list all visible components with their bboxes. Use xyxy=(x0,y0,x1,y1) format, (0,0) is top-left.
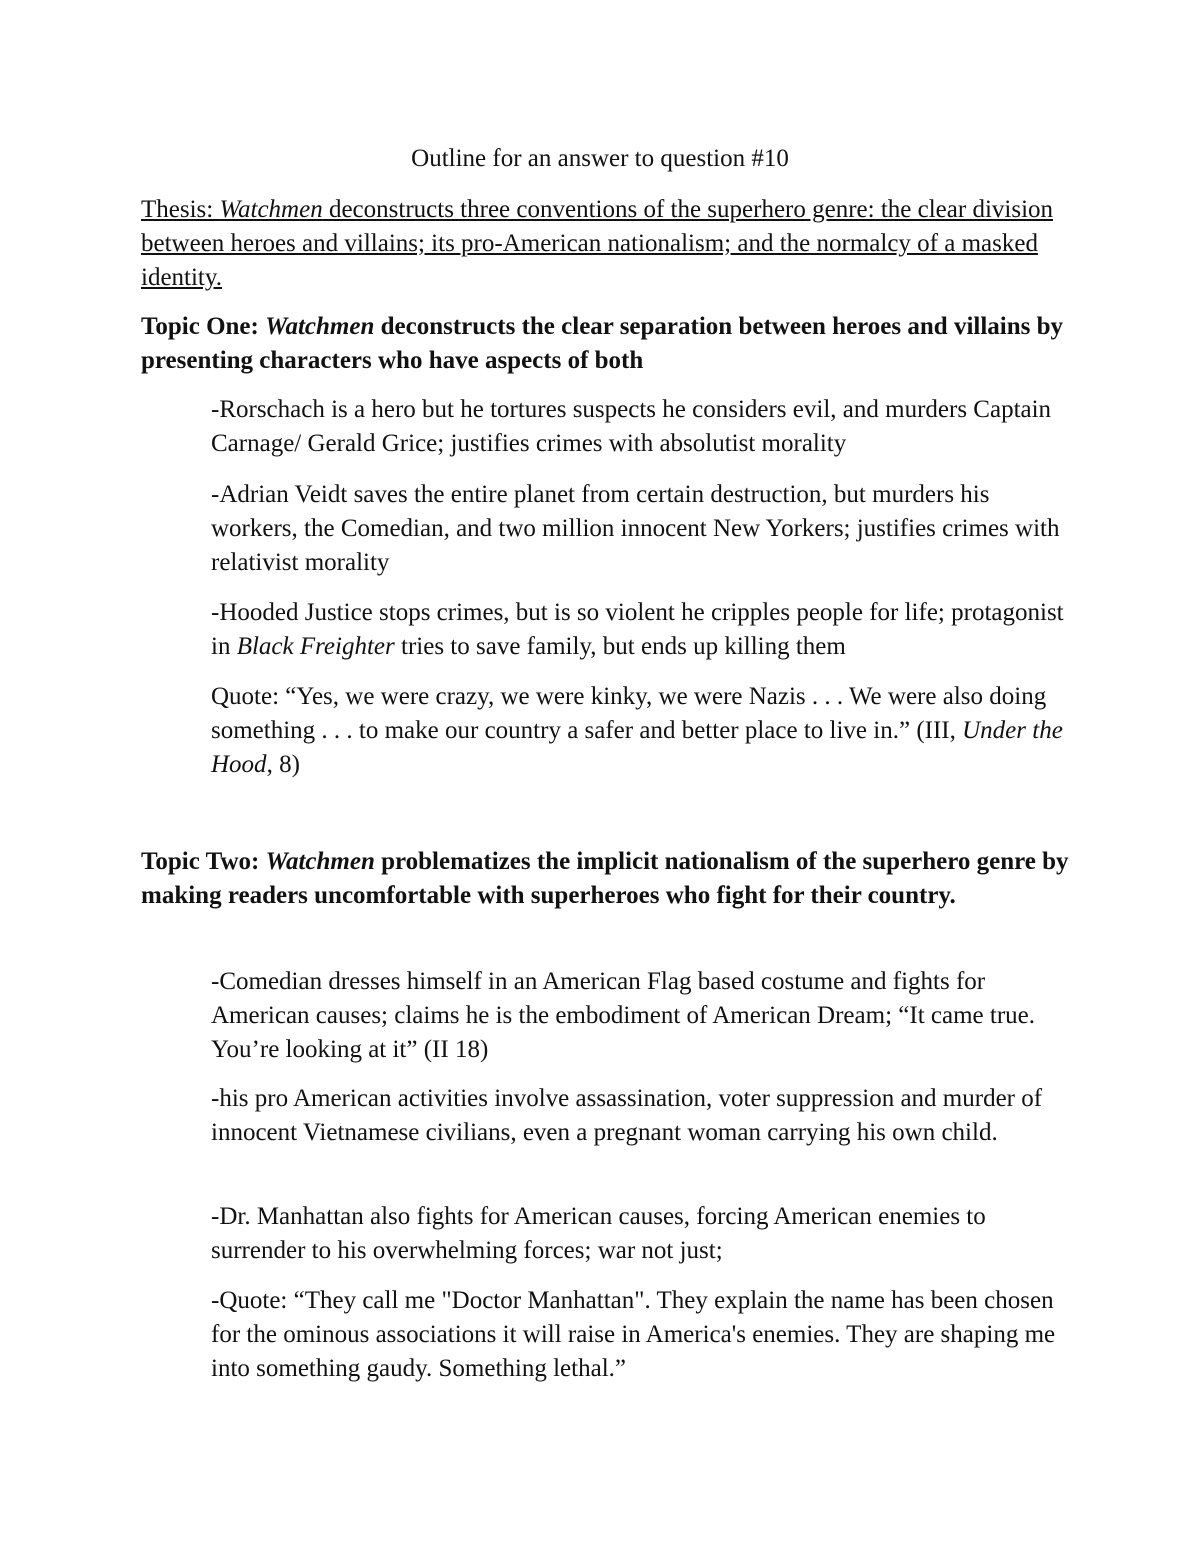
point-text: -Hooded Justice stops crimes, but is so violent he cripples people for life; protagonist in xyxy=(211,599,1064,660)
topic-two-label: Topic Two: xyxy=(141,848,266,875)
topic-one-point-3 xyxy=(211,596,1071,664)
topic-two-point-3: -Dr. Manhattan also fights for American causes, forcing American enemies to surrender to his overwhelming forces; war not just; xyxy=(211,1203,986,1264)
topic-two-point-2: -his pro American activities involve assassination, voter suppression and murder of innocent Vietnamese civilians, even a pregnant woman carrying his own child. xyxy=(211,1085,1043,1146)
page-title: Outline for an answer to question #10 xyxy=(411,145,789,172)
thesis-title-italic: Watchmen xyxy=(219,196,323,223)
topic-one-point-2: -Adrian Veidt saves the entire planet from certain destruction, but murders his workers, the Comedian, and two million innocent New Yorkers; justifies crimes with relativist morality xyxy=(211,481,1060,576)
quote-source-italic: Under the Hood xyxy=(211,717,1063,778)
topic-one-heading xyxy=(141,310,1071,378)
topic-two-quote: -Quote: “They call me "Doctor Manhattan". They explain the name has been chosen for the ominous associations it will raise in America's enemies. They are shaping me into something gaudy. Something lethal.” xyxy=(211,1287,1056,1382)
quote-text: Quote: “Yes, we were crazy, we were kinky, we were Nazis . . . We were also doing something . . . to make our country a safer and better place to live in.” (III, xyxy=(211,683,1047,744)
thesis-statement xyxy=(141,193,1071,295)
topic-two-title-italic: Watchmen xyxy=(265,848,375,875)
topic-one-title-italic: Watchmen xyxy=(265,313,375,340)
topic-two-text: problematizes the implicit nationalism of the superhero genre by making readers uncomfortable with superheroes who fight for their country. xyxy=(141,848,1069,909)
topic-one-quote xyxy=(211,680,1071,782)
point-italic: Black Freighter xyxy=(236,633,395,660)
topic-one-text: deconstructs the clear separation between heroes and villains by presenting characters who have aspects of both xyxy=(141,313,1064,374)
topic-two-heading xyxy=(141,845,1071,913)
topic-one-point-1: -Rorschach is a hero but he tortures suspects he considers evil, and murders Captain Carnage/ Gerald Grice; justifies crimes with absolutist morality xyxy=(211,396,1052,457)
quote-citation: , 8) xyxy=(266,751,300,778)
point-text: tries to save family, but ends up killing them xyxy=(394,633,846,660)
topic-one-label: Topic One: xyxy=(141,313,266,340)
thesis-text: deconstructs three conventions of the superhero genre: the clear division between heroes and villains; its pro-American nationalism; and the normalcy of a masked identity. xyxy=(141,196,1054,291)
thesis-label: Thesis: xyxy=(141,196,220,223)
topic-two-point-1: -Comedian dresses himself in an American Flag based costume and fights for American causes; claims he is the embodiment of American Dream; “It came true. You’re looking at it” (II 18) xyxy=(211,968,1035,1063)
